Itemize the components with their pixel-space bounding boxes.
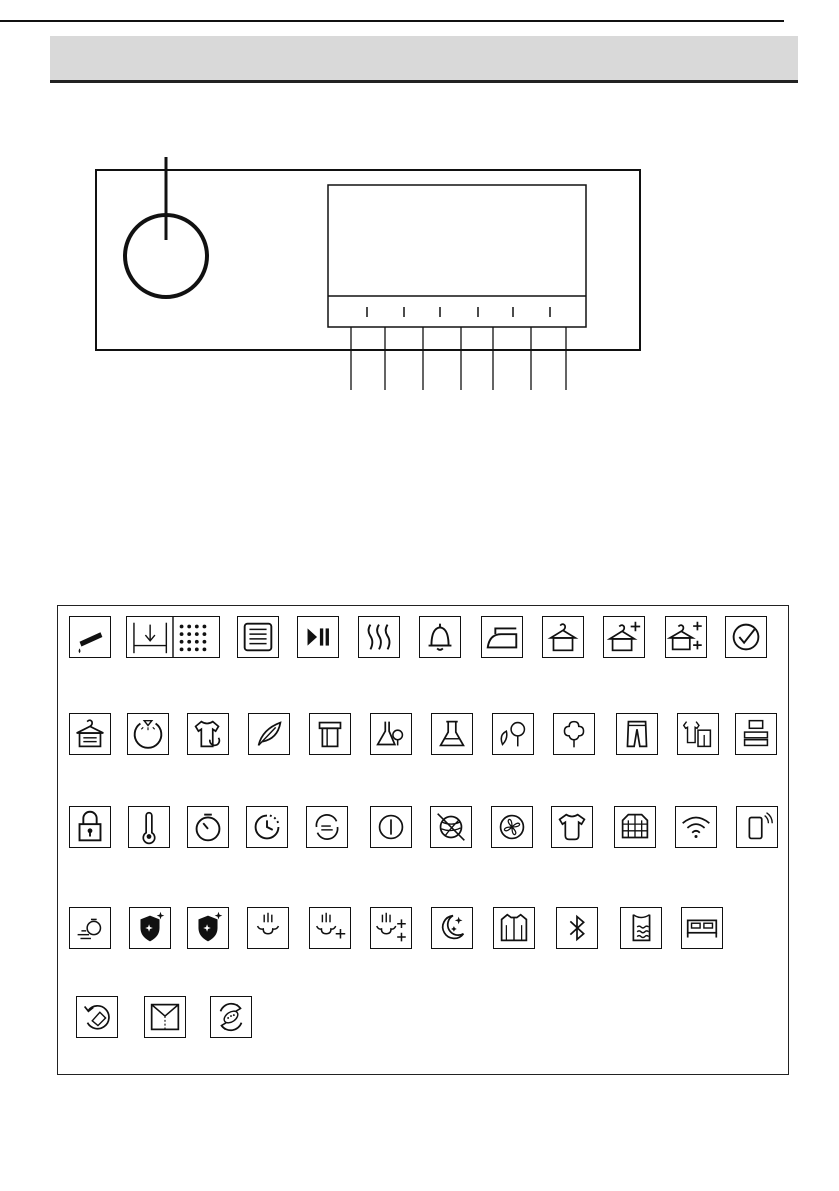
- hygiene-shield-icon: [129, 907, 171, 949]
- display-screen: [328, 185, 586, 327]
- start-pause-icon: [297, 616, 339, 658]
- speed-wash-icon: [69, 907, 111, 949]
- towel-icon: [309, 713, 351, 755]
- self-clean-icon: [76, 996, 118, 1038]
- drum-light-icon: [127, 713, 169, 755]
- power-icon: [370, 806, 412, 848]
- hanger-2-plus-plus-icon: [665, 616, 707, 658]
- delay-clock-icon: [246, 806, 288, 848]
- hanger-shirt-icon: [69, 713, 111, 755]
- flask-icon: [431, 713, 473, 755]
- jacket-icon: [493, 907, 535, 949]
- feather-icon: [248, 713, 290, 755]
- timer-icon: [187, 806, 229, 848]
- bluetooth-icon: [556, 907, 598, 949]
- folded-clothes-icon: [735, 713, 777, 755]
- hanger-2-icon: [542, 616, 584, 658]
- wifi-icon: [675, 806, 717, 848]
- fan-icon: [491, 806, 533, 848]
- program-list-icon: [237, 616, 279, 658]
- hygiene-shield-star-icon: [187, 907, 229, 949]
- flask-cotton-icon: [370, 713, 412, 755]
- check-circle-icon: [725, 616, 767, 658]
- down-jacket-icon: [614, 806, 656, 848]
- hanger-2-plus-icon: [603, 616, 645, 658]
- prewash-dots-icon: [126, 616, 220, 658]
- iron-icon: [481, 616, 523, 658]
- water-shirt-icon: [620, 907, 662, 949]
- baby-clothes-icon: [551, 806, 593, 848]
- stain-plus-icon: [309, 907, 351, 949]
- phone-signal-icon: [736, 806, 778, 848]
- steam-icon: [358, 616, 400, 658]
- shirt-jeans-icon: [677, 713, 719, 755]
- control-panel-diagram: [0, 0, 839, 420]
- stain-icon: [247, 907, 289, 949]
- tshirt-refresh-icon: [187, 713, 229, 755]
- lock-icon: [69, 806, 111, 848]
- bell-icon: [419, 616, 461, 658]
- night-mode-icon: [431, 907, 473, 949]
- jeans-icon: [616, 713, 658, 755]
- wool-icon: [430, 806, 472, 848]
- bed-icon: [681, 907, 723, 949]
- quick-cycle-icon: [306, 806, 348, 848]
- drum-rotate-icon: [210, 996, 252, 1038]
- stain-plus-plus-icon: [370, 907, 412, 949]
- detergent-drawer-icon: [69, 616, 111, 658]
- cotton-icon: [553, 713, 595, 755]
- thermometer-icon: [128, 806, 170, 848]
- eco-cotton-icon: [492, 713, 534, 755]
- shirt-box-icon: [144, 996, 186, 1038]
